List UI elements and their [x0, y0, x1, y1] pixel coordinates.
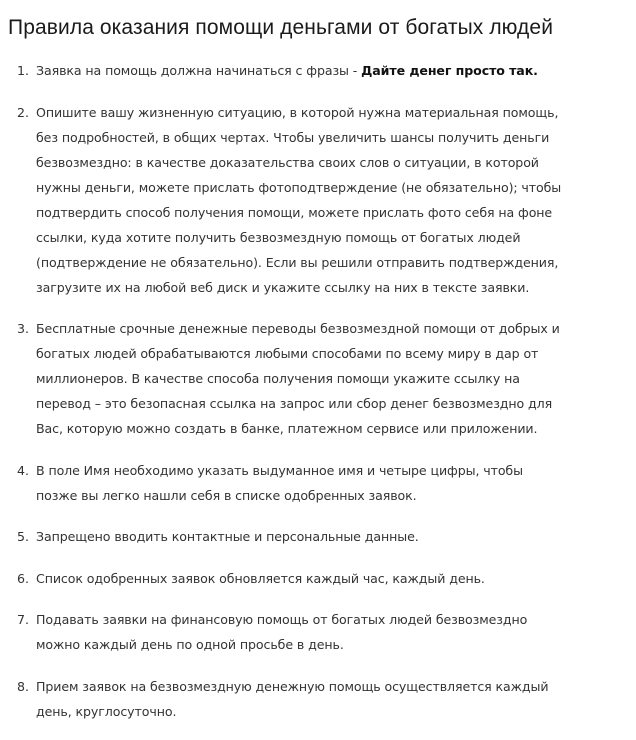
rule-text: Запрещено вводить контактные и персональные данные. [36, 529, 419, 544]
rule-text: Вас, которую можно создать в банке, платежном сервисе или приложении. [36, 421, 538, 436]
rule-item [0, 524, 561, 549]
rule-text: В поле Имя необходимо указать выдуманное имя и четыре цифры, чтобы [36, 462, 523, 478]
rule-item [0, 458, 561, 508]
rule-text-line [36, 458, 561, 483]
rule-item [0, 316, 561, 441]
rule-text-line [36, 316, 561, 341]
rule-text: Бесплатные срочные денежные переводы безвозмездной помощи от добрых и [36, 321, 560, 336]
rule-text-line [36, 58, 561, 83]
rule-text-line [36, 699, 561, 724]
rule-number: 4. [17, 462, 30, 478]
rule-text-line [36, 125, 561, 150]
rule-text: нужны деньги, можете прислать фотоподтверждение (не обязательно); чтобы [36, 179, 562, 195]
rule-item [0, 607, 561, 657]
rule-text: Опишите вашу жизненную ситуацию, в которой нужна материальная помощь, [36, 104, 559, 120]
rule-text-line [36, 524, 561, 549]
rule-text: перевод – это безопасная ссылка на запрос или сбор денег безвозмездно для [36, 396, 553, 411]
rule-text: позже вы легко нашли себя в списке одобренных заявок. [36, 487, 417, 503]
rule-text: без подробностей, в общих чертах. Чтобы увеличить шансы получить деньги [36, 129, 550, 145]
rule-text-line [36, 416, 561, 441]
rule-text: можно каждый день по одной просьбе в день. [36, 637, 344, 652]
rule-text: подтвердить способ получения помощи, можете прислать фото себя на фоне [36, 204, 553, 220]
rule-text-line [36, 483, 561, 508]
rules-list [0, 58, 561, 740]
rule-text-line [36, 200, 561, 225]
rule-text-line [36, 100, 561, 125]
rule-number: 1. [17, 63, 30, 78]
rule-text-line [36, 674, 561, 699]
rule-text: день, круглосуточно. [36, 703, 177, 719]
rule-text-line [36, 366, 561, 391]
rule-item [0, 674, 561, 724]
rule-item [0, 58, 561, 83]
rule-text-line [36, 632, 561, 657]
rule-number: 2. [17, 104, 30, 120]
rule-number: 7. [17, 612, 30, 627]
rule-text-line [36, 275, 561, 300]
rule-text: безвозмездно: в качестве доказательства своих слов о ситуации, в которой [36, 154, 539, 170]
rule-text-line [36, 341, 561, 366]
rule-text-line [36, 607, 561, 632]
rule-text: Подавать заявки на финансовую помощь от богатых людей безвозмездно [36, 612, 528, 627]
page-title: Правила оказания помощи деньгами от богатых людей [8, 16, 554, 39]
rule-text-line [36, 391, 561, 416]
rule-text-line [36, 150, 561, 175]
rule-text-line [36, 175, 561, 200]
rule-number: 5. [17, 529, 30, 544]
required-phrase: Дайте денег просто так. [361, 63, 538, 78]
rule-text: Прием заявок на безвозмездную денежную помощь осуществляется каждый [36, 678, 549, 694]
rule-number: 8. [17, 678, 30, 694]
rule-text-line [36, 250, 561, 275]
rule-item [0, 566, 561, 591]
rule-text: загрузите их на любой веб диск и укажите ссылку на них в тексте заявки. [36, 279, 530, 295]
rule-number: 3. [17, 321, 30, 336]
rule-number: 6. [17, 570, 30, 586]
rule-text: ссылки, куда хотите получить безвозмездную помощь от богатых людей [36, 229, 521, 245]
rule-text: (подтверждение не обязательно). Если вы решили отправить подтверждения, [36, 254, 559, 270]
rule-text-line [36, 566, 561, 591]
rule-text: миллионеров. В качестве способа получения помощи укажите ссылку на [36, 371, 520, 386]
rule-text-line [36, 225, 561, 250]
rule-text: Список одобренных заявок обновляется каждый час, каждый день. [36, 570, 485, 586]
rule-item [0, 100, 561, 300]
rule-text: богатых людей обрабатываются любыми способами по всему миру в дар от [36, 346, 539, 361]
rule-text: Заявка на помощь должна начинаться с фразы - [36, 63, 362, 78]
